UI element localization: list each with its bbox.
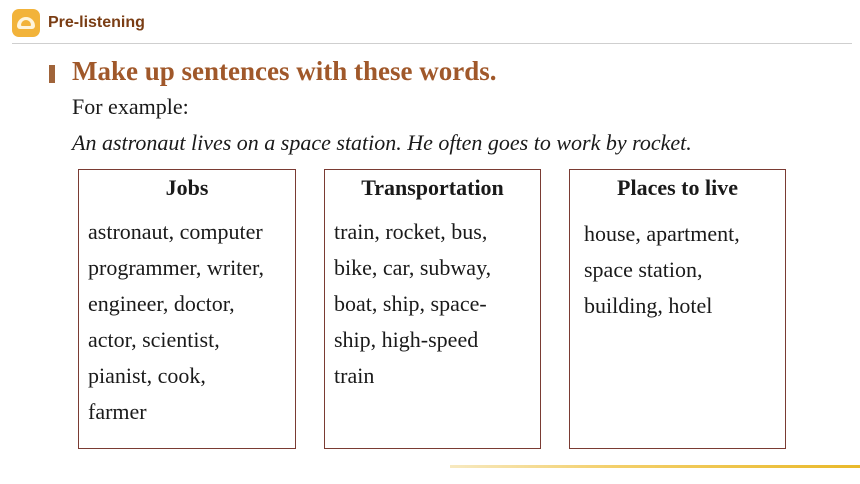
- word-line: engineer, doctor,: [88, 291, 235, 316]
- transportation-box: [324, 169, 541, 449]
- word-line: space station,: [584, 257, 703, 282]
- places-box: [569, 169, 786, 449]
- places-box-body: [584, 216, 740, 324]
- footer-accent-line: [450, 465, 860, 468]
- word-line: programmer, writer,: [88, 255, 264, 280]
- word-line: astronaut, computer: [88, 219, 263, 244]
- word-line: bike, car, subway,: [334, 255, 492, 280]
- transportation-box-title: Transportation: [361, 175, 504, 200]
- word-line: pianist, cook,: [88, 363, 206, 388]
- header-divider: [12, 43, 852, 44]
- transportation-box-body: [334, 214, 491, 394]
- word-line: train, rocket, bus,: [334, 219, 488, 244]
- word-line: boat, ship, space-: [334, 291, 487, 316]
- word-line: house, apartment,: [584, 221, 740, 246]
- word-line: farmer: [88, 399, 147, 424]
- jobs-box: [78, 169, 296, 449]
- word-line: ship, high-speed: [334, 327, 479, 352]
- slide-header: [0, 0, 860, 46]
- heading-bullet-icon: [49, 65, 55, 83]
- jobs-box-body: [88, 214, 264, 430]
- logo-icon: [12, 9, 40, 37]
- word-line: building, hotel: [584, 293, 713, 318]
- instruction-heading: Make up sentences with these words.: [72, 56, 497, 86]
- word-line: train: [334, 363, 375, 388]
- for-example-label: For example:: [72, 94, 189, 119]
- jobs-box-title: Jobs: [165, 175, 209, 200]
- word-line: actor, scientist,: [88, 327, 220, 352]
- section-title: Pre-listening: [48, 14, 145, 31]
- places-box-title: Places to live: [617, 175, 738, 200]
- example-sentence: An astronaut lives on a space station. He often goes to work by rocket.: [72, 130, 692, 155]
